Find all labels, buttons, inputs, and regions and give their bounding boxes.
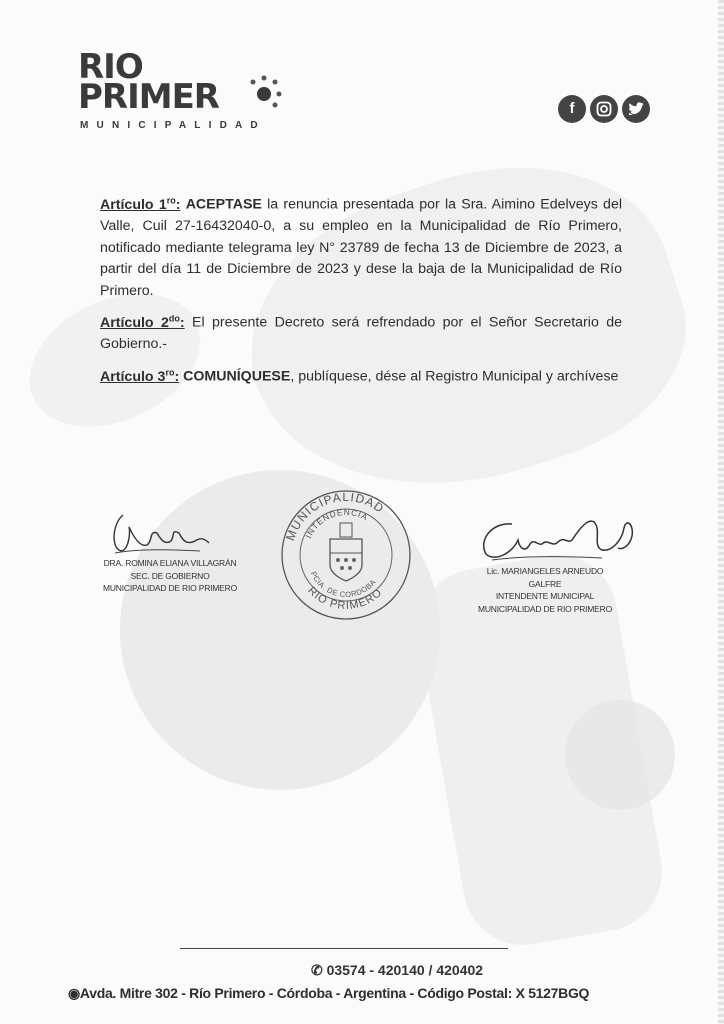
scan-edge xyxy=(718,0,724,1024)
signer-org: MUNICIPALIDAD DE RIO PRIMERO xyxy=(102,583,238,593)
article-2: Artículo $2^{do}$: El presente Decreto será refrendado por el Señor Secretario de Gobierno.- xyxy=(100,313,622,353)
seal-outer-bottom: RIO PRIMERO xyxy=(305,584,385,613)
logo-text-bottom: PRIMER xyxy=(78,77,219,117)
article-1: Artículo $1^{ro}$: ACEPTASE la renuncia presentada por la Sra. Aimino Edelveys del Valle, Cuil 27-16432040-0, a su empleo en la Municipalidad de Río Primero, notificado mediante telegrama ley N° 23789 de fecha 13 de Diciembre de 2023, a partir del día 11 de Diciembre de 2023 y dese la baja de la Municipalidad de Río Primero. xyxy=(100,195,622,299)
signature-mayor xyxy=(470,510,630,620)
watermark-circle xyxy=(565,700,675,810)
article-3: Artículo $3^{ro}$: COMUNÍQUESE, publíquese, dése al Registro Municipal y archívese xyxy=(100,366,619,385)
seal-inner-top: INTENDENCIA xyxy=(303,506,370,540)
handwritten-signature xyxy=(105,505,215,560)
footer-divider xyxy=(180,948,508,949)
social-icons xyxy=(558,95,652,125)
decree-articles xyxy=(100,190,622,394)
article-emphasis: COMUNÍQUESE xyxy=(183,368,291,385)
article-label: Artículo 3 xyxy=(100,368,166,385)
instagram-icon[interactable] xyxy=(590,95,618,123)
municipal-logo xyxy=(78,47,298,140)
article-text: la renuncia presentada por la Sra. Aimino Edelveys del Valle, Cuil 27-16432040-0, a su empleo en la Municipalidad de Río Primero, notificado mediante telegrama ley N° 23789 de fecha 13 de Diciembre de 2023, a partir del día 11 de Diciembre de 2023 y dese la baja de la Municipalidad de Río Primero. xyxy=(100,196,622,299)
sun-icon xyxy=(244,72,284,112)
signer-title: INTENDENTE MUNICIPAL xyxy=(495,591,595,601)
signer-org: MUNICIPALIDAD DE RIO PRIMERO xyxy=(477,603,613,614)
seal-inner-bottom: PCIA. DE CORDOBA xyxy=(308,569,378,600)
location-pin-icon: ◉ xyxy=(68,985,80,1001)
article-text: , publíquese, dése al Registro Municipal y archívese xyxy=(290,368,619,385)
phone-icon: ✆ xyxy=(310,962,327,978)
municipal-seal xyxy=(278,487,413,622)
handwritten-signature xyxy=(472,510,642,568)
footer-address xyxy=(68,985,628,1002)
article-suffix: ro xyxy=(165,366,175,377)
article-text: El presente Decreto será refrendado por el Señor Secretario de Gobierno.- xyxy=(100,314,622,353)
seal-outer-top: MUNICIPALIDAD xyxy=(283,489,388,543)
signer-name: Lic. MARIANGELES ARNEUDO GALFRE xyxy=(486,566,604,589)
signer-title: SEC. DE GOBIERNO xyxy=(130,570,210,581)
article-label: Artículo 1 xyxy=(100,196,167,213)
twitter-icon[interactable] xyxy=(622,95,650,123)
article-suffix: do xyxy=(168,313,180,324)
signature-secretary xyxy=(100,505,250,615)
logo-text-top: RIO xyxy=(78,47,143,87)
signer-name: DRA. ROMINA ELIANA VILLAGRÁN xyxy=(103,558,237,568)
address-text: Avda. Mitre 302 - Río Primero - Córdoba - Argentina - Código Postal: X 5127BGQ xyxy=(79,985,590,1001)
phone-number: 03574 - 420140 / 420402 xyxy=(326,962,484,978)
article-suffix: ro xyxy=(166,195,176,205)
logo-subtitle: MUNICIPALIDAD xyxy=(80,120,266,131)
footer-phone xyxy=(0,962,724,979)
article-emphasis: ACEPTASE xyxy=(185,196,262,213)
facebook-icon[interactable]: f xyxy=(558,95,586,123)
article-label: Artículo 2 xyxy=(100,314,169,331)
